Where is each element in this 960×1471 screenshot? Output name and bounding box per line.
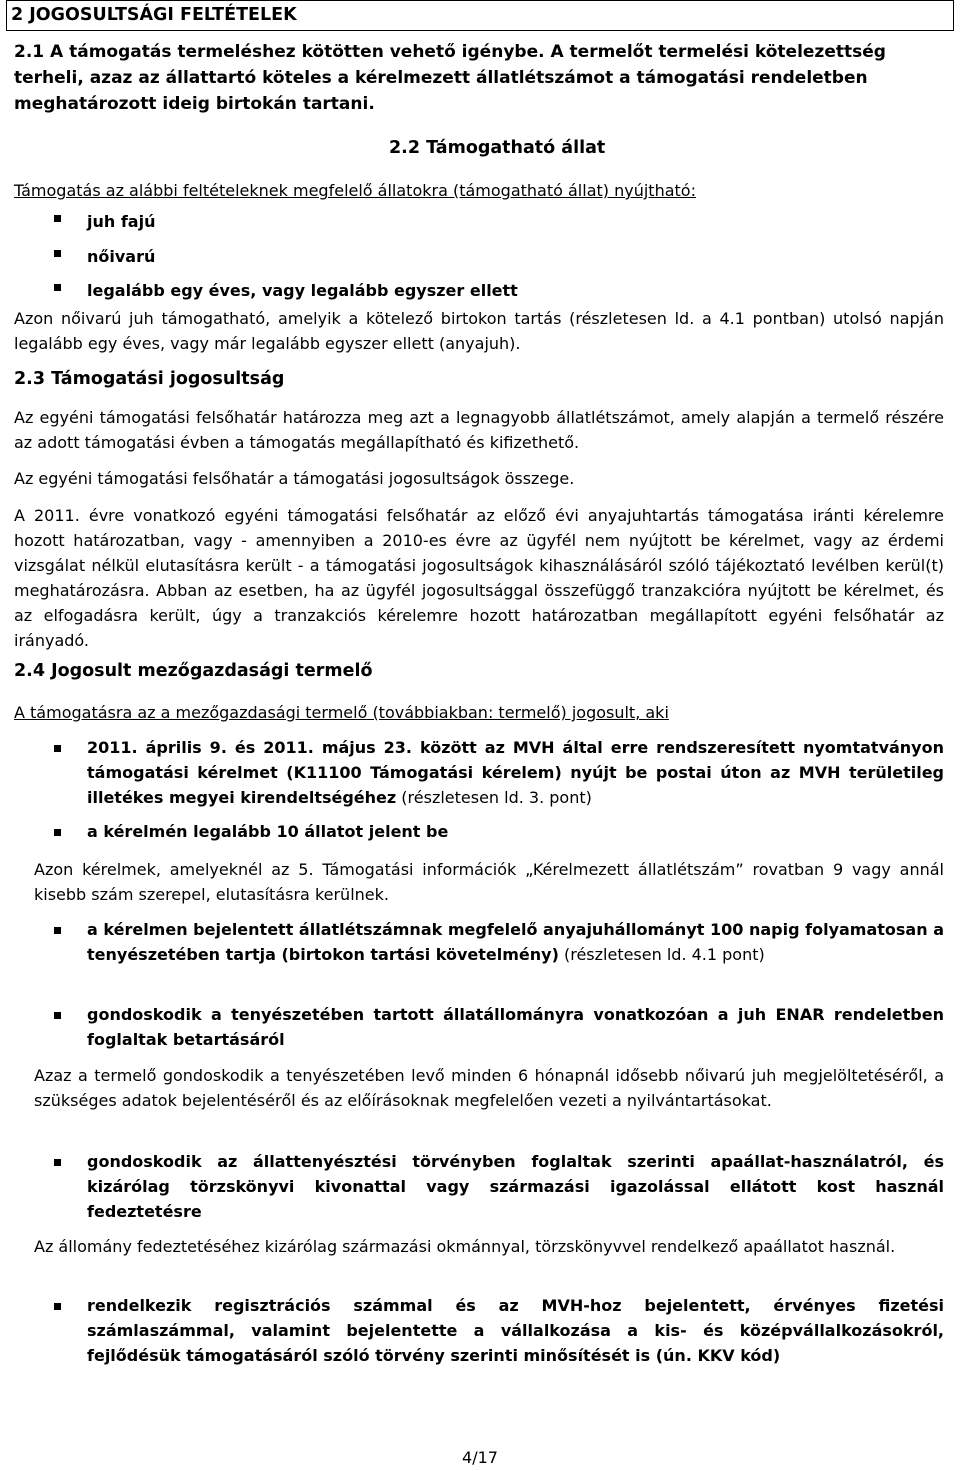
s23-p2: Az egyéni támogatási felsőhatár a támogatási jogosultságok összege. <box>14 469 575 488</box>
bullet-icon <box>54 1159 61 1166</box>
heading-2-3: 2.3 Támogatási jogosultság <box>14 369 285 389</box>
s24-bullet-1 <box>87 735 944 810</box>
s24-bullet-6: rendelkezik regisztrációs számmal és az MVH-hoz bejelentett, érvényes fizetési számlaszámmal, valamint bejelentette a vállalkozása a kis- és középvállalkozásokról, fejlődésük támogatásáról szóló törvény szerinti minősítését is (ún. KKV kód) <box>87 1296 944 1365</box>
page-number: 4/17 <box>462 1448 498 1467</box>
s22-bullet-2: nőivarú <box>87 247 156 266</box>
s24-lead: A támogatásra az a mezőgazdasági termelő (továbbiakban: termelő) jogosult, aki <box>14 703 669 722</box>
s24-bullet-3-bold: a kérelmen bejelentett állatlétszámnak megfelelő anyajuhállományt 100 napig folyamatosan a tenyészetében tartja (birtokon tartási követelmény) <box>87 920 944 964</box>
heading-2-4: 2.4 Jogosult mezőgazdasági termelő <box>14 661 373 681</box>
s22-bullet-1: juh fajú <box>87 212 156 231</box>
s23-p3: A 2011. évre vonatkozó egyéni támogatási felsőhatár az előző évi anyajuhtartás támogatása iránti kérelemre hozott határozatban, vagy - amennyiben a 2010-es évre az ügyfél nem nyújtott be kérelmet, vagy az érdemi vizsgálat nélkül elutasításra került - a támogatási jogosultságok kihasználásáról szóló tájékoztató levélben kerül(t) meghatározásra. Abban az esetben, ha az ügyfél jogosultsággal összefüggő tranzakcióra nyújtott be kérelmet, és az elfogadásra került, úgy a tranzakciós kérelemre hozott határozatban megállapított egyéni felsőhatár az irányadó. <box>14 506 944 650</box>
section-banner <box>6 0 954 31</box>
heading-2-2: 2.2 Támogatható állat <box>389 138 606 158</box>
bullet-icon <box>54 1012 61 1019</box>
bullet-icon <box>54 927 61 934</box>
s24-p-after-b2: Azon kérelmek, amelyeknél az 5. Támogatási információk „Kérelmezett állatlétszám” rovatban 9 vagy annál kisebb szám szerepel, elutasításra kerülnek. <box>34 860 944 904</box>
s24-bullet-3-normal: (részletesen ld. 4.1 pont) <box>558 945 765 964</box>
s24-bullet-3 <box>87 917 944 967</box>
bullet-icon <box>54 1303 61 1310</box>
s22-note: Azon nőivarú juh támogatható, amelyik a kötelező birtokon tartás (részletesen ld. a 4.1 pontban) utolsó napján legalább egy éves, vagy már legalább egyszer ellett (anyajuh). <box>14 309 944 353</box>
s24-bullet-4: gondoskodik a tenyészetében tartott állatállományra vonatkozóan a juh ENAR rendeletben foglaltak betartásáról <box>87 1005 944 1049</box>
bullet-icon <box>54 215 61 222</box>
section-title: 2 JOGOSULTSÁGI FELTÉTELEK <box>11 5 297 25</box>
s24-bullet-5: gondoskodik az állattenyésztési törvényben foglaltak szerinti apaállat-használatról, és kizárólag törzskönyvi kivonattal vagy származási igazolással ellátott kost használ fedeztetésre <box>87 1152 944 1221</box>
s24-bullet-1-bold: 2011. április 9. és 2011. május 23. között az MVH által erre rendszeresített nyomtatványon támogatási kérelmet (K11100 Támogatási kérelem) nyújt be postai úton az MVH területileg illetékes megyei kirendeltségéhez <box>87 738 944 807</box>
s23-p1: Az egyéni támogatási felsőhatár határozza meg azt a legnagyobb állatlétszámot, amely alapján a termelő részére az adott támogatási évben a támogatás megállapítható és kifizethető. <box>14 408 944 452</box>
bullet-icon <box>54 250 61 257</box>
bullet-icon <box>54 829 61 836</box>
intro-paragraph: 2.1 A támogatás termeléshez kötötten vehető igénybe. A termelőt termelési kötelezettség terheli, azaz az állattartó köteles a kérelmezett állatlétszámot a támogatási rendeletben meghatározott ideig birtokán tartani. <box>14 42 886 114</box>
s22-lead: Támogatás az alábbi feltételeknek megfelelő állatokra (támogatható állat) nyújtható: <box>14 181 696 200</box>
s24-p-after-b5: Az állomány fedeztetéséhez kizárólag származási okmánnyal, törzskönyvvel rendelkező apaállatot használ. <box>34 1237 896 1256</box>
s24-bullet-1-normal: (részletesen ld. 3. pont) <box>396 788 592 807</box>
s24-bullet-2: a kérelmén legalább 10 állatot jelent be <box>87 822 449 841</box>
s22-bullet-3: legalább egy éves, vagy legalább egyszer ellett <box>87 281 518 300</box>
bullet-icon <box>54 745 61 752</box>
s24-p-after-b4: Azaz a termelő gondoskodik a tenyészetében levő minden 6 hónapnál idősebb nőivarú juh megjelöltetéséről, a szükséges adatok bejelentéséről és az előírásoknak megfelelően vezeti a nyilvántartásokat. <box>34 1066 944 1110</box>
bullet-icon <box>54 284 61 291</box>
